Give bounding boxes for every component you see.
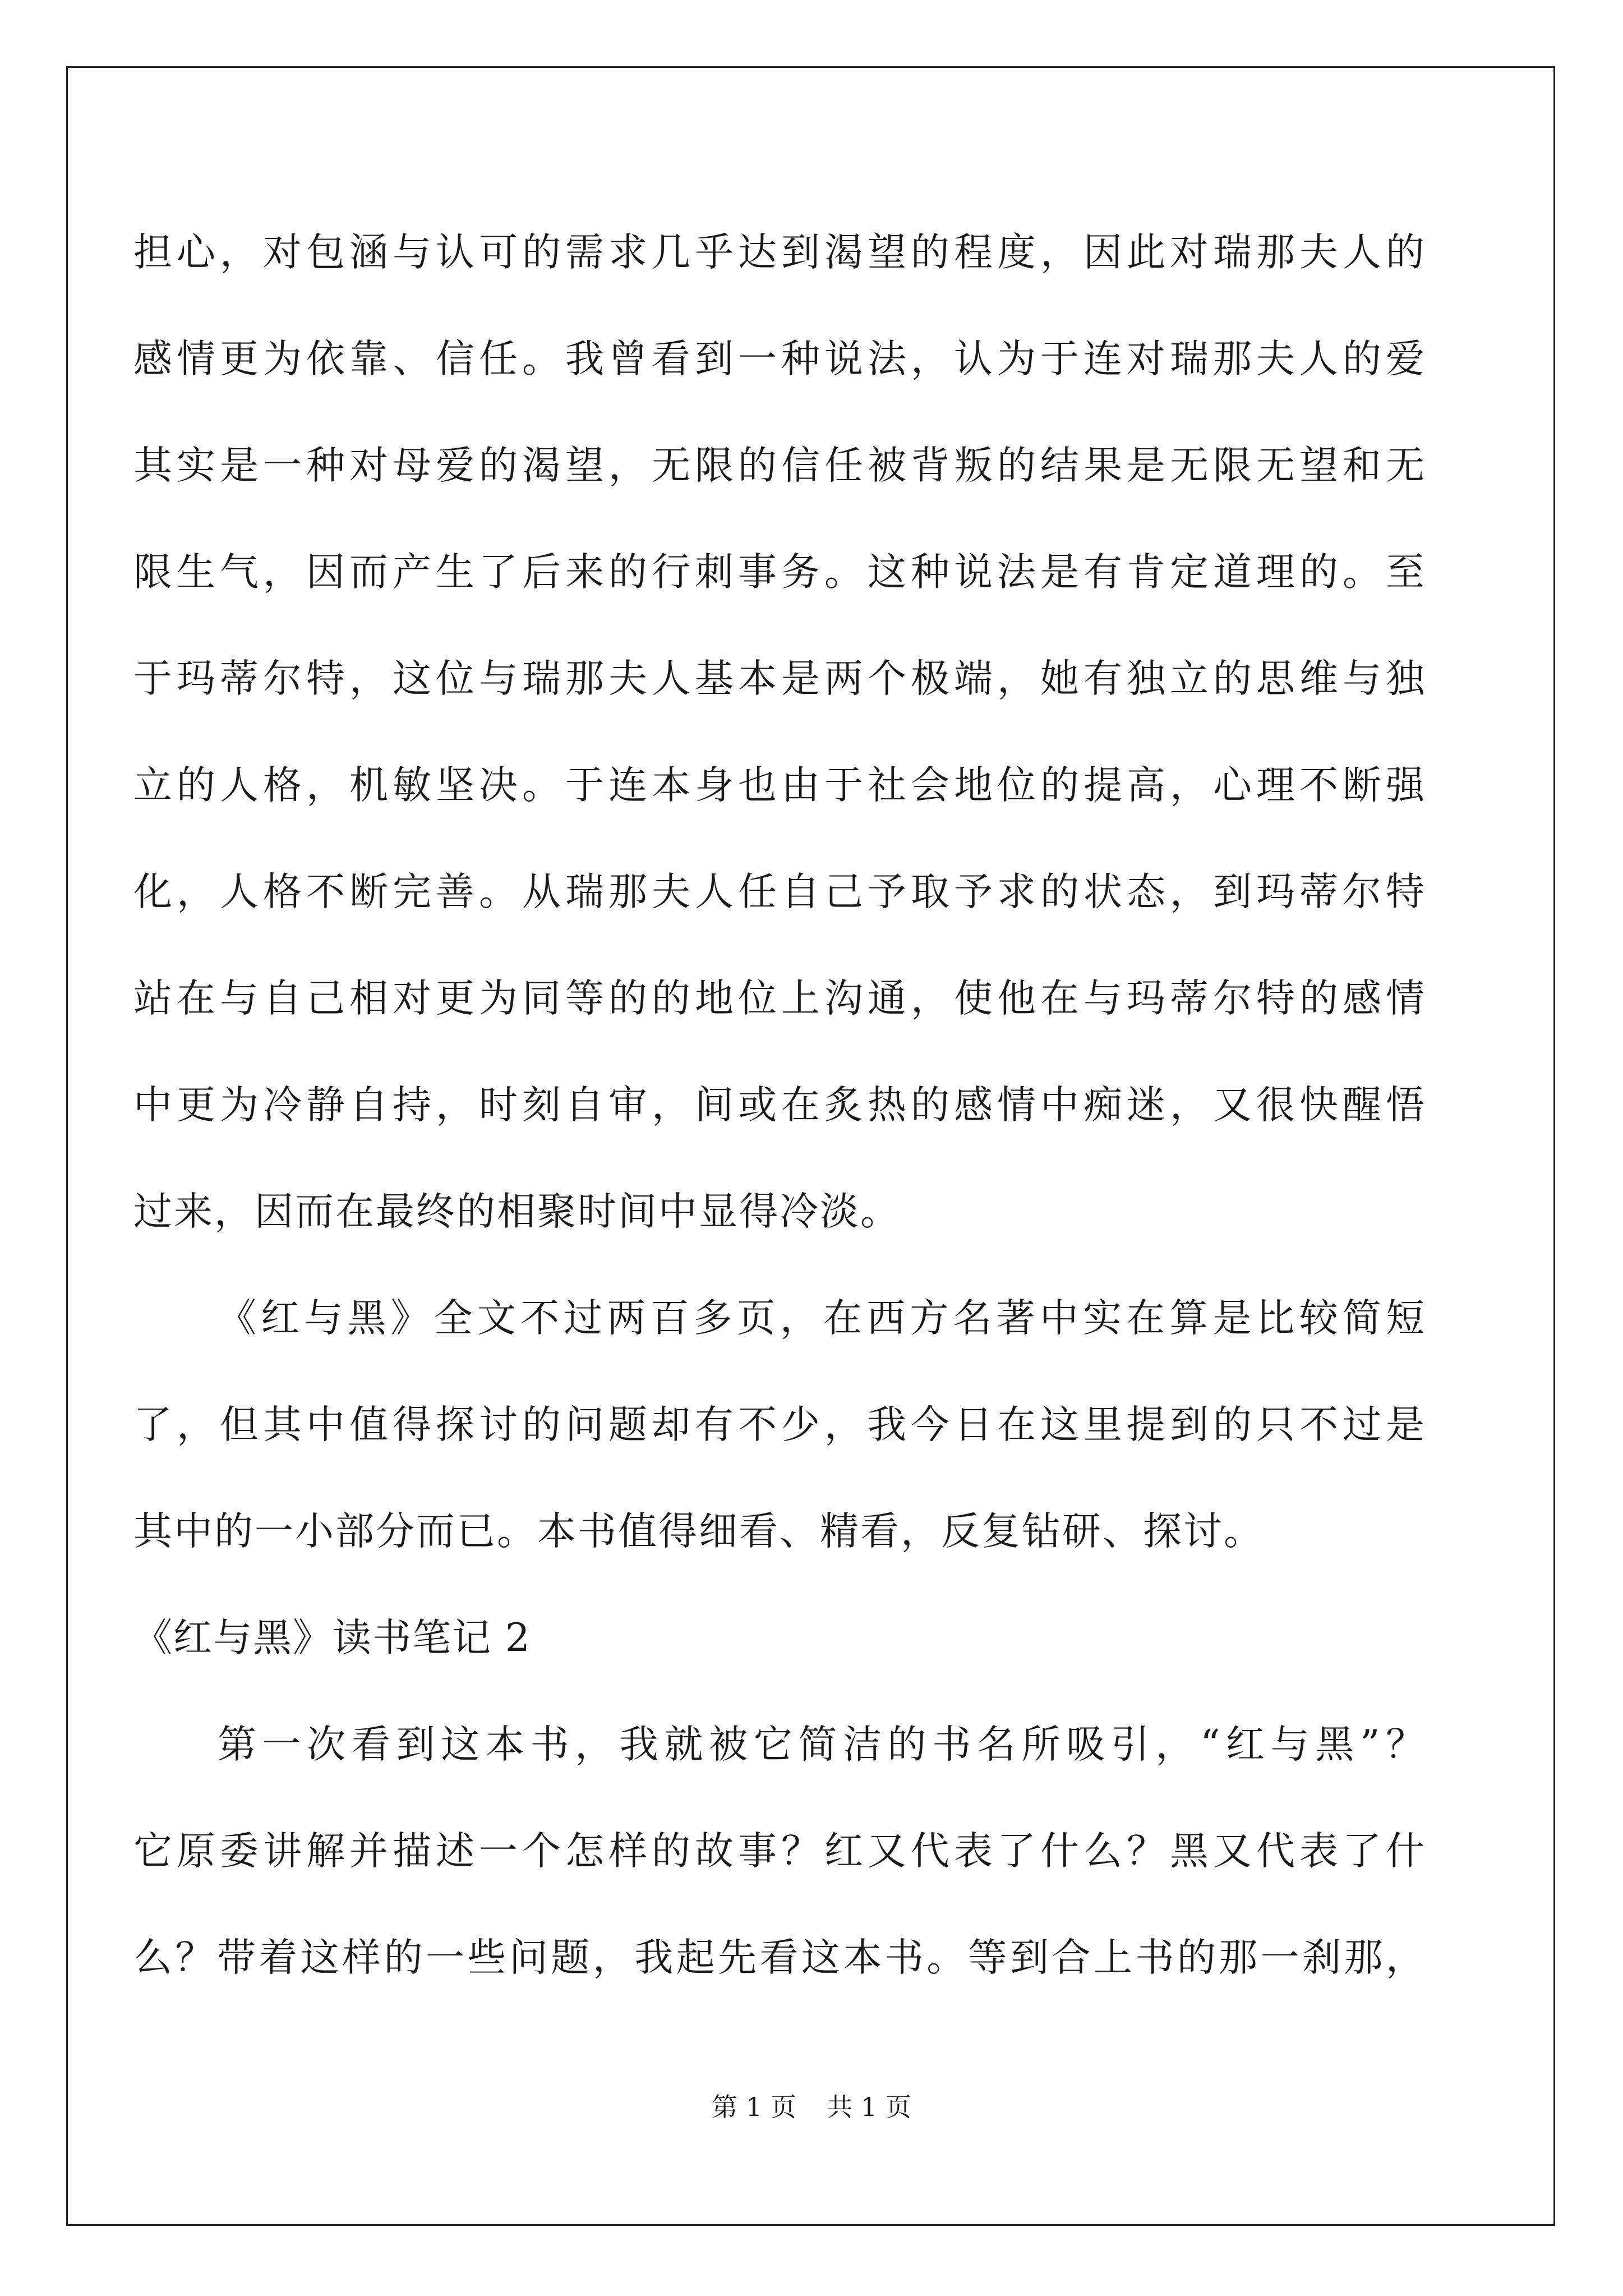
text-line: 了，但其中值得探讨的问题却有不少，我今日在这里提到的只不过是 (133, 1402, 1426, 1447)
text-line: 过来，因而在最终的相聚时间中显得冷淡。 (133, 1189, 901, 1234)
text-line: 化，人格不断完善。从瑞那夫人任自己予取予求的状态，到玛蒂尔特 (133, 869, 1426, 914)
page-total: 共 1 页 (827, 2092, 911, 2122)
text-line: 于玛蒂尔特，这位与瑞那夫人基本是两个极端，她有独立的思维与独 (133, 656, 1426, 701)
page-footer (0, 2087, 1623, 2124)
paragraph-first-line: 《红与黑》全文不过两百多页，在西方名著中实在算是比较简短 (218, 1296, 1426, 1341)
text-line: 限生气，因而产生了后来的行刺事务。这种说法是有肯定道理的。至 (133, 550, 1426, 595)
page-number: 第 1 页 (712, 2092, 796, 2122)
text-line: 担心，对包涵与认可的需求几乎达到渴望的程度，因此对瑞那夫人的 (133, 230, 1426, 275)
text-line: 其中的一小部分而已。本书值得细看、精看，反复钻研、探讨。 (133, 1509, 1264, 1554)
text-line: 其实是一种对母爱的渴望，无限的信任被背叛的结果是无限无望和无 (133, 443, 1426, 488)
text-line: 么？带着这样的一些问题，我起先看这本书。等到合上书的那一刹那， (133, 1935, 1426, 1980)
paragraph-first-line: 第一次看到这本书，我就被它简洁的书名所吸引，“红与黑”？ (218, 1722, 1426, 1767)
text-line: 感情更为依靠、信任。我曾看到一种说法，认为于连对瑞那夫人的爱 (133, 337, 1426, 381)
text-line: 站在与自己相对更为同等的的地位上沟通，使他在与玛蒂尔特的感情 (133, 976, 1426, 1021)
text-line: 它原委讲解并描述一个怎样的故事？红又代表了什么？黑又代表了什 (133, 1829, 1426, 1874)
text-line: 中更为冷静自持，时刻自审，间或在炙热的感情中痴迷，又很快醒悟 (133, 1083, 1426, 1128)
section-heading: 《红与黑》读书笔记 2 (133, 1616, 531, 1660)
text-line: 立的人格，机敏坚决。于连本身也由于社会地位的提高，心理不断强 (133, 763, 1426, 808)
